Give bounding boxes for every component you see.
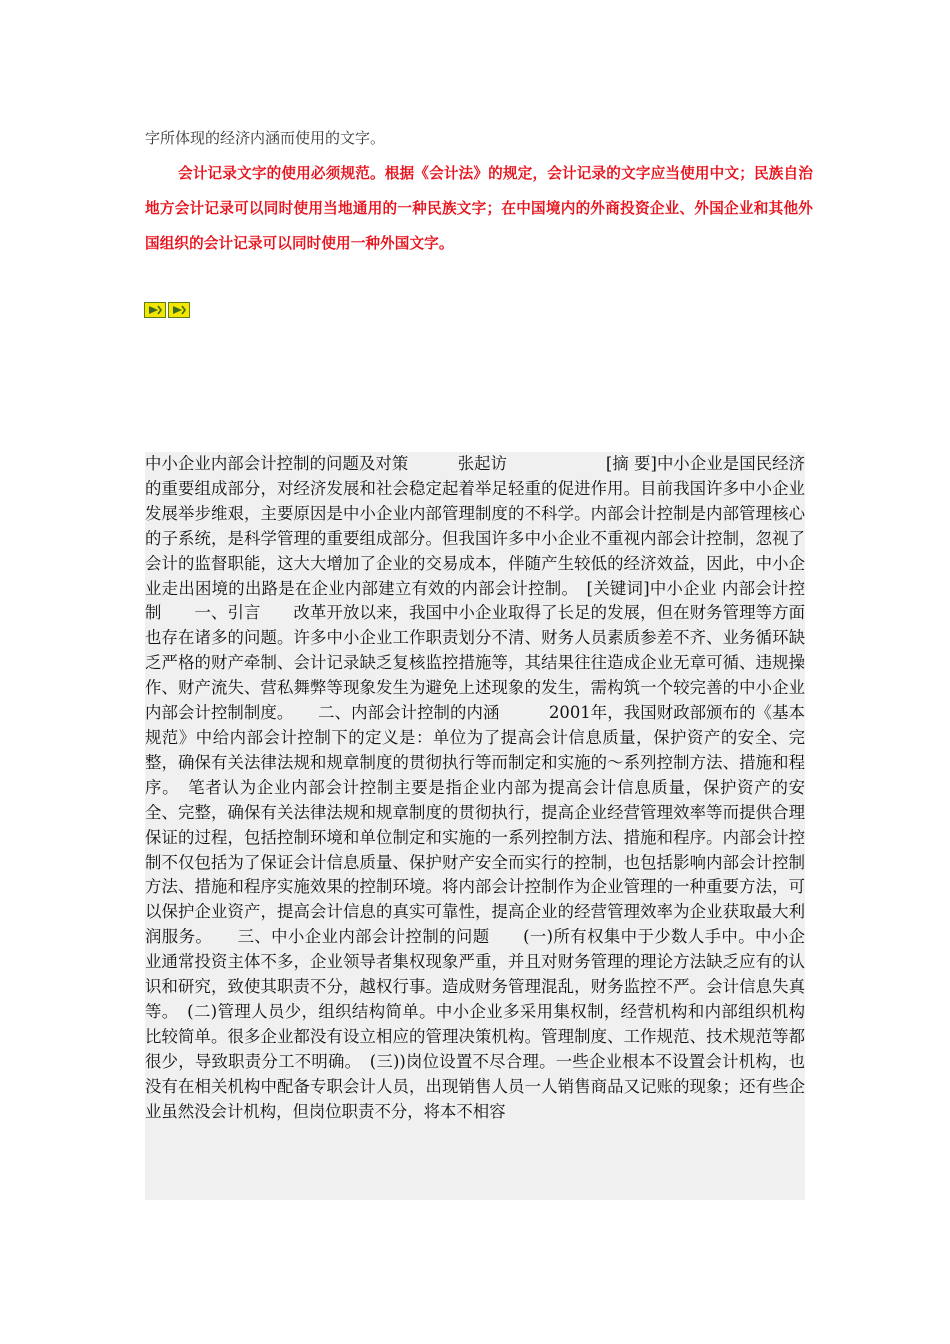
article-body-text: 中小企业内部会计控制的问题及对策 张起访 [摘 要]中小企业是国民经济的重要组成部分，对经济发展和社会稳定起着举足轻重的促进作用。目前我国许多中小企业发展举步维艰，主要原因是中小企业内部管理制度的不科学。内部会计控制是内部管理核心的子系统，是科学管理的重要组成部分。但我国许多中小企业不重视内部会计控制，忽视了会计的监督职能，这大大增加了企业的交易成本，伴随产生较低的经济效益，因此，中小企业走出困境的出路是在企业内部建立有效的内部会计控制。 [关键词]中小企业 内部会计控制 一、引言 改革开放以来，我国中小企业取得了长足的发展，但在财务管理等方面也存在诸多的问题。许多中小企业工作职责划分不清、财务人员素质参差不齐、业务循环缺乏严格的财产牵制、会计记录缺乏复核监控措施等，其结果往往造成企业无章可循、违规操作、财产流失、营私舞弊等现象发生为避免上述现象的发生，需构筑一个较完善的中小企业内部会计控制制度。 二、内部会计控制的内涵 2001年，我国财政部颁布的《基本规范》中给内部会计控制下的定义是：单位为了提高会计信息质量，保护资产的安全、完整，确保有关法律法规和规章制度的贯彻执行等而制定和实施的～系列控制方法、措施和程序。 笔者认为企业内部会计控制主要是指企业内部为提高会计信息质量，保护资产的安全、完整，确保有关法律法规和规章制度的贯彻执行，提高企业经营管理效率等而提供合理保证的过程，包括控制环境和单位制定和实施的一系列控制方法、措施和程序。内部会计控制不仅包括为了保证会计信息质量、保护财产安全而实行的控制，也包括影响内部会计控制方法、措施和程序实施效果的控制环境。将内部会计控制作为企业管理的一种重要方法，可以保护企业资产，提高会计信息的真实可靠性，提高企业的经营管理效率为企业获取最大利润服务。 三、中小企业内部会计控制的问题 (一)所有权集中于少数人手中。中小企业通常投资主体不多，企业领导者集权现象严重，并且对财务管理的理论方法缺乏应有的认识和研究，致使其职责不分，越权行事。造成财务管理混乱，财务监控不严。会计信息失真等。 (二)管理人员少，组织结构简单。中小企业多采用集权制，经营机构和内部组织机构比较简单。很多企业都没有设立相应的管理决策机构。管理制度、工作规范、技术规范等都很少，导致职责分工不明确。 (三))岗位设置不尽合理。一些企业根本不设置会计机构，也没有在相关机构中配备专职会计人员，出现销售人员一人销售商品又记账的现象；还有些企业虽然没会计机构，但岗位职责不分，将本不相容 [145,454,805,1121]
intro-text-line: 字所体现的经济内涵而使用的文字。 [145,129,386,147]
accounting-language-rule-paragraph: 会计记录文字的使用必须规范。根据《会计法》的规定，会计记录的文字应当使用中文；民族自治地方会计记录可以同时使用当地通用的一种民族文字；在中国境内的外商投资企业、外国企业和其他外国组织的会计记录可以同时使用一种外国文字。 [145,165,813,252]
arrow-right-icon[interactable] [144,302,166,318]
article-content-block [145,452,805,1200]
arrow-right-icon-glyph [147,304,163,316]
navigation-icons [144,302,190,320]
arrow-right-icon[interactable] [168,302,190,318]
arrow-right-icon-glyph [171,304,187,316]
